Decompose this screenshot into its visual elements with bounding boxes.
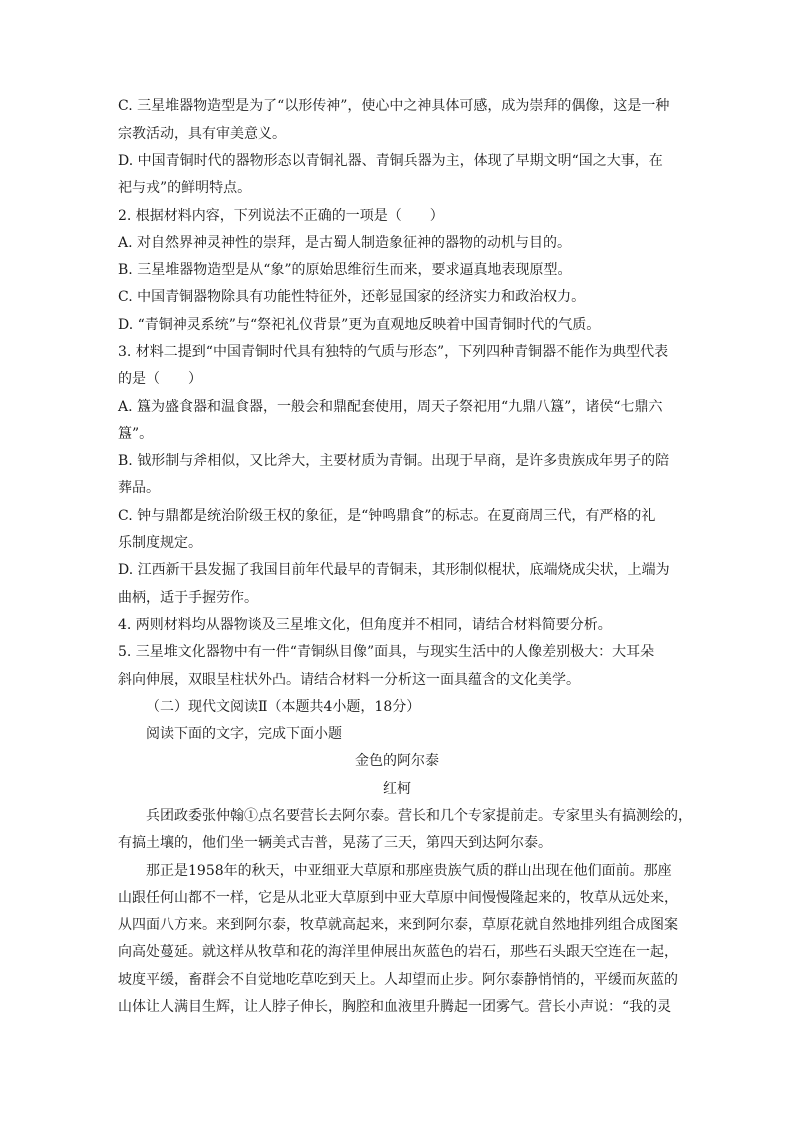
q3-option-c-line2: 乐制度规定。 bbox=[118, 535, 202, 551]
section-instruction: 阅读下面的文字，完成下面小题 bbox=[146, 726, 342, 742]
story-p2-line6: 山体让人满目生辉，让人脖子伸长，胸腔和血液里升腾起一团雾气。营长小声说：“我的灵 bbox=[118, 999, 672, 1015]
story-author: 红柯 bbox=[383, 781, 411, 797]
question-3-line2: 的是（ ） bbox=[118, 371, 202, 387]
story-p1-line1: 兵团政委张仲翰①点名要营长去阿尔泰。营长和几个专家提前走。专家里头有搞测绘的， bbox=[146, 808, 692, 824]
option-d-line2: 祀与戎”的鲜明特点。 bbox=[118, 180, 252, 196]
story-p2-line1: 那正是1958年的秋天，中亚细亚大草原和那座贵族气质的群山出现在他们面前。那座 bbox=[146, 863, 672, 879]
section-heading: （二）现代文阅读Ⅱ（本题共4小题，18分） bbox=[146, 699, 421, 715]
question-2: 2. 根据材料内容，下列说法不正确的一项是（ ） bbox=[118, 208, 444, 224]
q2-option-d: D. “青铜神灵系统”与“祭祀礼仪背景”更为直观地反映着中国青铜时代的气质。 bbox=[118, 317, 601, 333]
q3-option-d-line1: D. 江西新干县发掘了我国目前年代最早的青铜耒，其形制似棍状，底端烧成尖状，上端为 bbox=[118, 562, 670, 578]
option-d-line1: D. 中国青铜时代的器物形态以青铜礼器、青铜兵器为主，体现了早期文明“国之大事，在 bbox=[118, 153, 663, 169]
q3-option-a-line1: A. 簋为盛食器和温食器，一般会和鼎配套使用，周天子祭祀用“九鼎八簋”，诸侯“七鼎六 bbox=[118, 399, 663, 415]
q2-option-a: A. 对自然界神灵神性的崇拜，是古蜀人制造象征神的器物的动机与目的。 bbox=[118, 235, 572, 251]
option-c-line1: C. 三星堆器物造型是为了“以形传神”，使心中之神具体可感，成为崇拜的偶像，这是一种 bbox=[118, 98, 670, 114]
story-title: 金色的阿尔泰 bbox=[355, 753, 439, 769]
question-3-line1: 3. 材料二提到“中国青铜时代具有独特的气质与形态”，下列四种青铜器不能作为典型代表 bbox=[118, 344, 669, 360]
story-p2-line2: 山跟任何山都不一样，它是从北亚大草原到中亚大草原中间慢慢隆起来的，牧草从远处来， bbox=[118, 890, 678, 906]
story-p2-line5: 坡度平缓，畜群会不自觉地吃草吃到天上。人却望而止步。阿尔泰静悄悄的，平缓而灰蓝的 bbox=[118, 972, 678, 988]
question-4: 4. 两则材料均从器物谈及三星堆文化，但角度并不相同，请结合材料简要分析。 bbox=[118, 617, 612, 633]
q3-option-c-line1: C. 钟与鼎都是统治阶级王权的象征，是“钟鸣鼎食”的标志。在夏商周三代，有严格的礼 bbox=[118, 508, 656, 524]
q3-option-a-line2: 簋”。 bbox=[118, 426, 154, 442]
q3-option-b-line1: B. 钺形制与斧相似，又比斧大，主要材质为青铜。出现于早商，是许多贵族成年男子的陪 bbox=[118, 453, 670, 469]
question-5-line1: 5. 三星堆文化器物中有一件“青铜纵目像”面具，与现实生活中的人像差别极大：大耳朵 bbox=[118, 644, 655, 660]
q2-option-b: B. 三星堆器物造型是从“象”的原始思维衍生而来，要求逼真地表现原型。 bbox=[118, 262, 572, 278]
story-p1-line2: 有搞土壤的，他们坐一辆美式吉普，晃荡了三天，第四天到达阿尔泰。 bbox=[118, 835, 552, 851]
q3-option-d-line2: 曲柄，适于手握劳作。 bbox=[118, 590, 258, 606]
q3-option-b-line2: 葬品。 bbox=[118, 480, 160, 496]
q2-option-c: C. 中国青铜器物除具有功能性特征外，还彰显国家的经济实力和政治权力。 bbox=[118, 289, 586, 305]
story-p2-line4: 向高处蔓延。就这样从牧草和花的海洋里伸展出灰蓝色的岩石，那些石头跟天空连在一起， bbox=[118, 944, 678, 960]
story-p2-line3: 从四面八方来。来到阿尔泰，牧草就高起来，来到阿尔泰，草原花就自然地排列组合成图案 bbox=[118, 917, 678, 933]
option-c-line2: 宗教活动，具有审美意义。 bbox=[118, 126, 286, 142]
question-5-line2: 斜向伸展，双眼呈柱状外凸。请结合材料一分析这一面具蕴含的文化美学。 bbox=[118, 672, 580, 688]
